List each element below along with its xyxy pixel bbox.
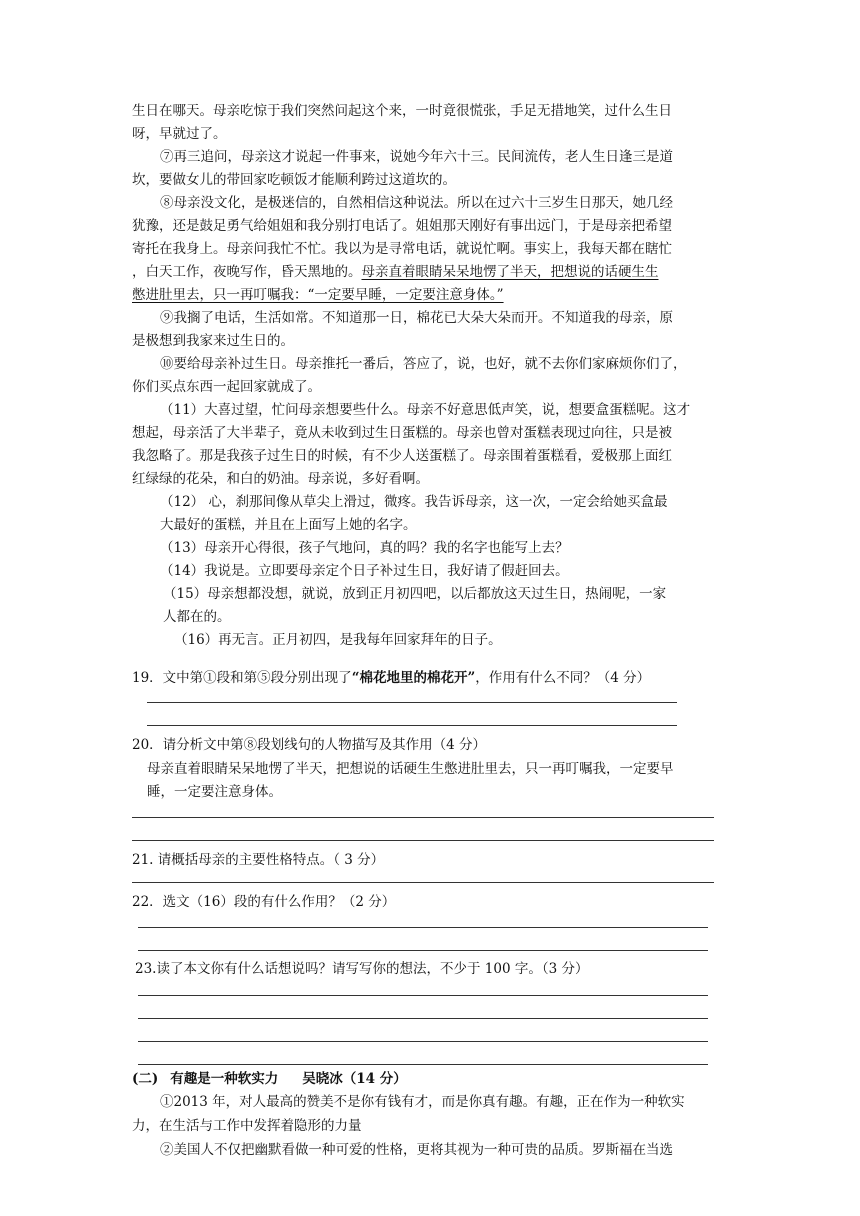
passage-line: （15）母亲想都没想，就说，放到正月初四吧，以后都放这天过生日，热闹呢，一家	[163, 586, 667, 602]
passage-line: ⑦再三追问，母亲这才说起一件事来，说她今年六十三。民间流传，老人生日逢三是道	[160, 149, 673, 165]
passage-line: 是极想到我家来过生日的。	[132, 333, 294, 349]
passage-line: 想起，母亲活了大半辈子，竟从未收到过生日蛋糕的。母亲也曾对蛋糕表现过向往，只是被	[132, 425, 672, 441]
question-19-quote: “棉花地里的棉花开”	[351, 670, 476, 686]
passage-line: 寄托在我身上。母亲问我忙不忙。我以为是寻常电话，就说忙啊。事实上，我每天都在瞎忙	[132, 241, 672, 257]
passage-line: 人都在的。	[163, 609, 231, 625]
underlined-sentence: 憋进肚里去，只一再叮嘱我：“一定要早睡，一定要注意身体。”	[132, 287, 504, 303]
section-author: 吴晓冰（14 分）	[302, 1071, 407, 1087]
question-20-quote: 睡，一定要注意身体。	[147, 784, 282, 800]
answer-line[interactable]	[132, 882, 714, 883]
answer-line[interactable]	[132, 817, 714, 818]
passage-line: ⑩要给母亲补过生日。母亲推托一番后，答应了，说，也好，就不去你们家麻烦你们了，	[160, 356, 687, 372]
passage-line: （12） 心，刹那间像从草尖上滑过，微疼。我告诉母亲，这一次，一定会给她买盒最	[160, 494, 668, 510]
question-20-quote: 母亲直着眼睛呆呆地愣了半天，把想说的话硬生生憋进肚里去，只一再叮嘱我，一定要早	[147, 761, 674, 777]
section-paragraph: ②美国人不仅把幽默看做一种可爱的性格，更将其视为一种可贵的品质。罗斯福在当选	[160, 1142, 673, 1158]
question-22: 22．选文（16）段的有什么作用？（2 分）	[132, 894, 396, 910]
passage-line: 坎，要做女儿的带回家吃顿饭才能顺利跨过这道坎的。	[132, 172, 456, 188]
passage-text: ，白天工作，夜晚写作，昏天黑地的。	[132, 264, 362, 280]
passage-line: 我忽略了。那是我孩子过生日的时候，有不少人送蛋糕了。母亲围着蛋糕看，爱极那上面红	[132, 448, 672, 464]
question-20: 20．请分析文中第⑧段划线句的人物描写及其作用（4 分）	[132, 737, 487, 753]
passage-line: （14）我说是。立即要母亲定个日子补过生日，我好请了假赶回去。	[160, 563, 569, 579]
question-19	[132, 668, 650, 688]
section-heading	[132, 1069, 407, 1089]
question-19-text: 19．文中第①段和第⑤段分别出现了	[132, 670, 352, 686]
section-paragraph: ①2013 年，对人最高的赞美不是你有钱有才，而是你真有趣。有趣，正在作为一种软实	[160, 1094, 685, 1110]
passage-line: 生日在哪天。母亲吃惊于我们突然问起这个来，一时竟很慌张，手足无措地笑，过什么生日	[132, 103, 672, 119]
answer-line[interactable]	[147, 702, 677, 703]
passage-line: （16）再无言。正月初四，是我每年回家拜年的日子。	[174, 632, 502, 648]
underlined-sentence: 母亲直着眼睛呆呆地愣了半天，把想说的话硬生生	[361, 264, 659, 280]
answer-line[interactable]	[132, 840, 714, 841]
section-paragraph: 力，在生活与工作中发挥着隐形的力量	[132, 1118, 362, 1134]
question-23: 23.读了本文你有什么话想说吗？请写写你的想法，不少于 100 字。（3 分）	[135, 961, 589, 977]
answer-line[interactable]	[138, 1041, 708, 1042]
answer-line[interactable]	[138, 1064, 708, 1065]
passage-line: （13）母亲开心得很，孩子气地问，真的吗？我的名字也能写上去？	[160, 540, 569, 556]
question-21: 21. 请概括母亲的主要性格特点。（ 3 分）	[132, 852, 385, 868]
passage-line: 你们买点东西一起回家就成了。	[132, 379, 321, 395]
passage-line: 大最好的蛋糕，并且在上面写上她的名字。	[160, 517, 417, 533]
passage-line: ⑧母亲没文化，是极迷信的，自然相信这种说法。所以在过六十三岁生日那天，她几经	[160, 195, 673, 211]
answer-line[interactable]	[147, 725, 677, 726]
question-19-score: ，作用有什么不同？（4 分）	[475, 670, 651, 686]
passage-line: （11）大喜过望，忙问母亲想要些什么。母亲不好意思低声笑，说，想要盒蛋糕呢。这才	[160, 402, 691, 418]
section-number: (二)	[132, 1071, 159, 1087]
answer-line[interactable]	[138, 1018, 708, 1019]
passage-line	[132, 262, 659, 282]
answer-line[interactable]	[138, 995, 708, 996]
passage-line: ⑨我搁了电话，生活如常。不知道那一日，棉花已大朵大朵而开。不知道我的母亲，原	[160, 310, 673, 326]
passage-line: 呀，早就过了。	[132, 126, 227, 142]
section-title: 有趣是一种软实力	[170, 1071, 279, 1087]
passage-line: 红绿绿的花朵，和白的奶油。母亲说，多好看啊。	[132, 471, 429, 487]
answer-line[interactable]	[138, 950, 708, 951]
answer-line[interactable]	[138, 927, 708, 928]
passage-line: 犹豫，还是鼓足勇气给姐姐和我分别打电话了。姐姐那天刚好有事出远门，于是母亲把希望	[132, 218, 672, 234]
